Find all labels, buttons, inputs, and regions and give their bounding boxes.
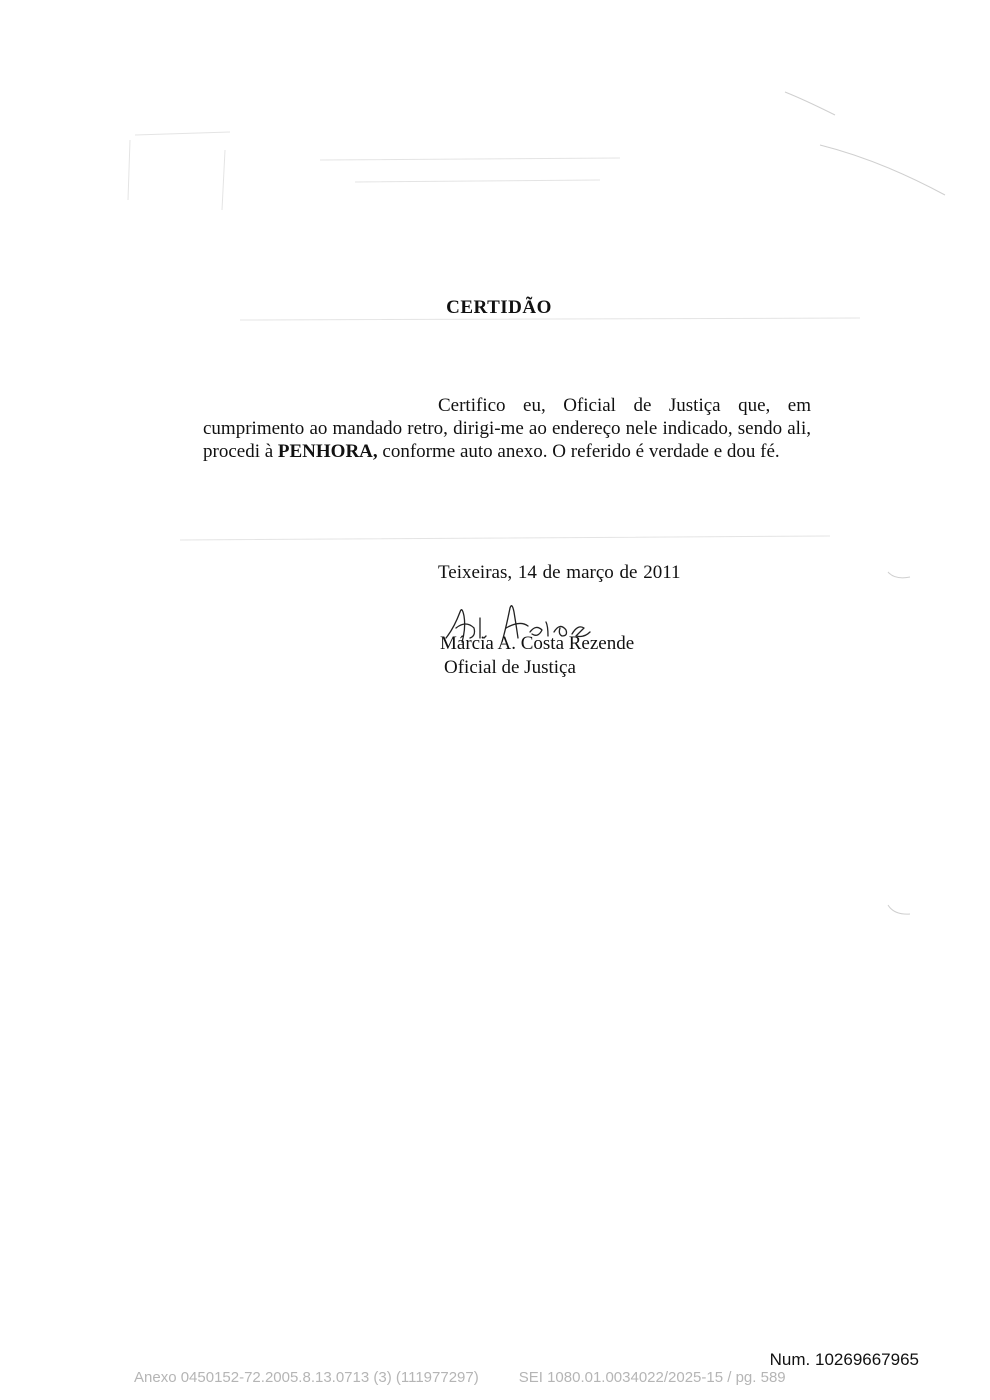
footer-sei-reference: SEI 1080.01.0034022/2025-15 / pg. 589 (518, 1369, 786, 1386)
signer-name: Márcia A. Costa Rezende (440, 633, 635, 654)
footer-annex-reference: Anexo 0450152-72.2005.8.13.0713 (3) (111977297) (134, 1369, 479, 1386)
document-number: Num. 10269667965 (769, 1350, 919, 1369)
body-text-part1: Certifico eu, Oficial de Justiça que, em cumprimento ao mandado retro, dirigi-me ao endereço nele indicado, sendo ali, procedi à (203, 395, 811, 462)
certificate-body (203, 394, 811, 463)
penhora-emphasis: PENHORA, (277, 441, 378, 462)
document-title: CERTIDÃO (446, 297, 552, 318)
body-text-part2: conforme auto anexo. O referido é verdade e dou fé. (377, 441, 780, 462)
page-footer (134, 1369, 786, 1386)
signer-role: Oficial de Justiça (444, 657, 576, 678)
date-line: Teixeiras, 14 de março de 2011 (438, 562, 681, 583)
certificate-paragraph (203, 394, 811, 463)
